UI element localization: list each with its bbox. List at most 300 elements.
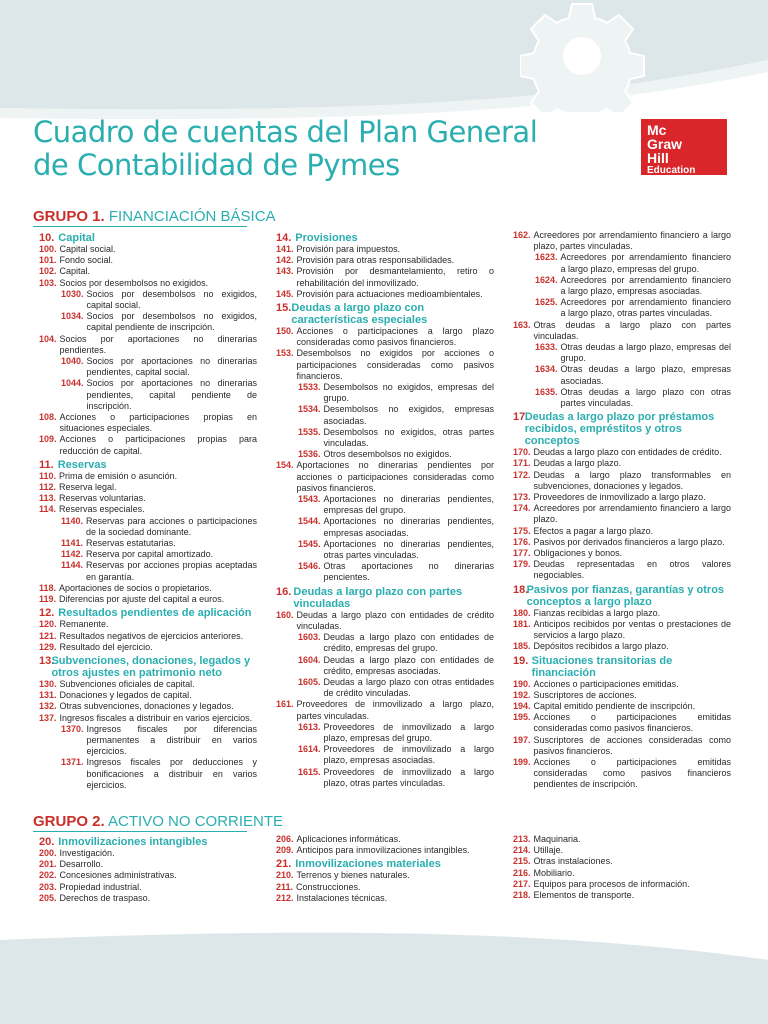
- account-label: Acreedores por arrendamiento financiero a largo plazo, empresas del grupo.: [560, 252, 731, 274]
- subaccount-item: [276, 677, 494, 699]
- column-4: [39, 834, 257, 904]
- subaccount-item: [276, 494, 494, 516]
- account-label: Socios por aportaciones no dinerarias pendientes, capital social.: [86, 356, 257, 378]
- account-code: 201.: [39, 859, 57, 870]
- account-code: 202.: [39, 870, 57, 881]
- account-code: 192.: [513, 689, 531, 700]
- account-code: 101.: [39, 255, 57, 266]
- account-item: [276, 460, 494, 494]
- account-label: Desembolsos no exigidos, otras partes vinculadas.: [323, 426, 494, 449]
- section-heading: [276, 586, 494, 610]
- account-item: [276, 845, 494, 856]
- account-item: [39, 334, 257, 356]
- account-code: 1625.: [535, 297, 558, 308]
- subaccount-item: [276, 539, 494, 561]
- group-1-heading: [33, 208, 276, 225]
- account-code: 100.: [39, 244, 57, 254]
- account-code: 10.: [39, 232, 55, 244]
- account-code: 176.: [513, 536, 531, 547]
- account-label: Socios por desembolsos no exigidos, capital social.: [86, 288, 257, 311]
- account-item: [513, 879, 731, 890]
- logo-line-4: Education: [647, 165, 696, 176]
- publisher-logo: [641, 119, 727, 175]
- account-item: [39, 690, 257, 701]
- account-label: Acreedores por arrendamiento financiero a largo plazo.: [533, 503, 731, 525]
- account-code: 110.: [39, 470, 57, 481]
- account-label: Ingresos fiscales por deducciones y bonificaciones a distribuir en varios ejercicios.: [86, 757, 257, 790]
- account-item: [513, 856, 731, 867]
- account-item: [39, 244, 257, 255]
- account-item: [513, 503, 731, 525]
- account-code: 216.: [513, 867, 531, 878]
- account-label: Depósitos recibidos a largo plazo.: [533, 641, 669, 652]
- account-label: Deudas a largo plazo con entidades de crédito.: [533, 447, 722, 458]
- group-name: FINANCIACIÓN BÁSICA: [108, 208, 276, 225]
- account-label: Provisión para actuaciones medioambientales.: [296, 288, 483, 299]
- account-code: 1614.: [298, 744, 321, 755]
- account-label: Ingresos fiscales por diferencias permanentes a distribuir en varios ejercicios.: [86, 723, 257, 757]
- account-label: Reservas para acciones o participaciones de la sociedad dominante.: [86, 515, 257, 537]
- account-label: Elementos de transporte.: [533, 890, 635, 901]
- group-name: ACTIVO NO CORRIENTE: [108, 813, 284, 830]
- account-code: 104.: [39, 333, 57, 344]
- account-item: [276, 255, 494, 266]
- account-code: 211.: [276, 881, 294, 892]
- account-item: [39, 631, 257, 642]
- account-label: Remanente.: [59, 619, 109, 630]
- account-item: [276, 244, 494, 255]
- account-label: Acciones o participaciones propias en situaciones especiales.: [59, 412, 257, 434]
- account-label: Acciones o participaciones propias para reducción de capital.: [59, 434, 257, 456]
- account-label: Deudas a largo plazo con características especiales: [291, 302, 428, 327]
- column-6: [513, 834, 731, 901]
- account-label: Acreedores por arrendamiento financiero a largo plazo, otras partes vinculadas.: [560, 297, 731, 319]
- account-code: 1142.: [61, 549, 84, 560]
- subaccount-item: [276, 655, 494, 677]
- account-item: [513, 834, 731, 845]
- account-code: 1603.: [298, 632, 321, 643]
- account-item: [513, 608, 731, 619]
- subaccount-item: [276, 632, 494, 654]
- account-label: Socios por aportaciones no dinerarias pendientes, capital pendiente de inscripción.: [86, 378, 257, 411]
- account-code: 1635.: [535, 386, 558, 397]
- account-code: 197.: [513, 734, 531, 745]
- subaccount-item: [276, 449, 494, 460]
- account-label: Investigación.: [59, 848, 115, 858]
- account-code: 210.: [276, 870, 294, 881]
- account-label: Acciones o participaciones emitidas.: [533, 678, 679, 689]
- account-item: [513, 735, 731, 757]
- account-label: Resultados pendientes de aplicación: [58, 607, 252, 620]
- account-code: 173.: [513, 492, 531, 503]
- subaccount-item: [39, 724, 257, 758]
- account-item: [513, 458, 731, 469]
- account-item: [39, 278, 257, 289]
- account-item: [39, 482, 257, 493]
- account-label: Desembolsos no exigidos por acciones o participaciones consideradas como pasivos financieros.: [296, 348, 494, 381]
- title-line-2: de Contabilidad de Pymes: [33, 148, 400, 182]
- subaccount-item: [276, 767, 494, 789]
- account-code: 177.: [513, 548, 531, 559]
- account-code: 1633.: [535, 342, 558, 353]
- account-code: 171.: [513, 458, 531, 469]
- section-heading: [39, 459, 257, 471]
- account-code: 1040.: [61, 356, 84, 367]
- account-code: 21.: [276, 858, 292, 871]
- logo-line-2: Graw: [647, 136, 683, 152]
- account-code: 19.: [513, 654, 529, 667]
- account-label: Otras aportaciones no dinerarias pencientes.: [323, 561, 494, 583]
- account-item: [513, 320, 731, 342]
- subaccount-item: [276, 516, 494, 538]
- account-label: Derechos de traspaso.: [59, 892, 151, 903]
- account-label: Concesiones administrativas.: [59, 870, 177, 881]
- account-code: 161.: [276, 699, 294, 710]
- account-label: Aportaciones no dinerarias pendientes, empresas del grupo.: [323, 494, 494, 516]
- logo-line-3: Hill: [647, 150, 669, 166]
- account-code: 103.: [39, 277, 57, 288]
- account-code: 212.: [276, 892, 294, 903]
- account-code: 109.: [39, 434, 57, 445]
- account-item: [276, 266, 494, 288]
- account-label: Subvenciones, donaciones, legados y otros ajustes en patrimonio neto: [51, 654, 251, 679]
- account-label: Aplicaciones informáticas.: [296, 834, 401, 844]
- account-item: [276, 610, 494, 632]
- subaccount-item: [513, 364, 731, 386]
- account-code: 129.: [39, 641, 57, 652]
- account-label: Subvenciones oficiales de capital.: [59, 678, 195, 689]
- account-code: 14.: [276, 232, 292, 244]
- account-label: Anticipos recibidos por ventas o prestaciones de servicios a largo plazo.: [533, 618, 731, 641]
- subaccount-item: [39, 289, 257, 311]
- account-label: Capital social.: [59, 244, 116, 254]
- account-code: 214.: [513, 845, 531, 856]
- account-label: Deudas a largo plazo con partes vinculadas: [293, 585, 463, 610]
- account-code: 1144.: [61, 560, 84, 571]
- account-label: Construcciones.: [296, 881, 361, 892]
- subaccount-item: [513, 275, 731, 297]
- subaccount-item: [513, 387, 731, 409]
- account-label: Deudas a largo plazo con otras entidades de crédito vinculadas.: [323, 676, 494, 699]
- account-item: [276, 893, 494, 904]
- subaccount-item: [276, 427, 494, 449]
- account-label: Deudas a largo plazo con entidades de crédito, empresas asociadas.: [323, 654, 494, 676]
- account-item: [276, 326, 494, 348]
- account-label: Reservas por acciones propias aceptadas en garantía.: [86, 560, 257, 582]
- account-code: 203.: [39, 881, 57, 892]
- account-code: 1371.: [61, 757, 84, 768]
- account-item: [513, 845, 731, 856]
- account-item: [39, 619, 257, 630]
- account-code: 108.: [39, 412, 57, 423]
- subaccount-item: [276, 744, 494, 766]
- account-code: 17.: [513, 411, 529, 424]
- group-1-rule: [33, 226, 247, 227]
- account-label: Socios por desembolsos no exigidos.: [59, 277, 209, 288]
- account-code: 1604.: [298, 654, 321, 665]
- account-label: Otras deudas a largo plazo, empresas asociadas.: [560, 364, 731, 386]
- subaccount-item: [39, 516, 257, 538]
- account-item: [39, 434, 257, 456]
- account-label: Mobiliario.: [533, 867, 575, 878]
- account-label: Aportaciones no dinerarias pendientes, empresas asociadas.: [323, 516, 494, 538]
- account-label: Proveedores de inmovilizado a largo plazo, empresas asociadas.: [323, 744, 494, 766]
- account-code: 20.: [39, 836, 55, 848]
- subaccount-item: [39, 560, 257, 582]
- account-label: Desembolsos no exigidos, empresas del grupo.: [323, 382, 494, 404]
- account-code: 179.: [513, 559, 531, 570]
- account-label: Otras deudas a largo plazo con otras partes vinculadas.: [560, 386, 731, 409]
- account-code: 195.: [513, 712, 531, 723]
- account-item: [39, 504, 257, 515]
- account-label: Otras instalaciones.: [533, 856, 613, 867]
- section-heading: [276, 858, 494, 870]
- account-item: [513, 712, 731, 734]
- account-label: Reservas estatutarias.: [86, 538, 176, 549]
- account-item: [39, 882, 257, 893]
- subaccount-item: [39, 356, 257, 378]
- account-code: 143.: [276, 266, 294, 277]
- account-label: Ingresos fiscales a distribuir en varios ejercicios.: [59, 712, 253, 723]
- account-code: 114.: [39, 504, 57, 515]
- account-label: Diferencias por ajuste del capital a euros.: [59, 594, 225, 605]
- account-label: Inmovilizaciones materiales: [295, 858, 441, 871]
- account-item: [39, 583, 257, 594]
- account-label: Proveedores de inmovilizado a largo plazo, otras partes vinculadas.: [323, 766, 494, 788]
- gear-icon: [520, 0, 645, 112]
- account-label: Deudas representadas en otros valores negociables.: [533, 559, 731, 581]
- account-code: 132.: [39, 701, 57, 712]
- section-heading: [39, 607, 257, 619]
- account-code: 1370.: [61, 723, 84, 734]
- account-label: Prima de emisión o asunción.: [59, 470, 178, 481]
- account-label: Acreedores por arrendamiento financiero a largo plazo, partes vinculadas.: [533, 230, 731, 252]
- account-label: Acreedores por arrendamiento financiero a largo plazo, empresas asociadas.: [560, 274, 731, 297]
- account-code: 113.: [39, 493, 57, 504]
- subaccount-item: [276, 382, 494, 404]
- account-code: 112.: [39, 482, 57, 493]
- account-label: Resultado del ejercicio.: [59, 641, 153, 652]
- account-item: [513, 526, 731, 537]
- account-code: 1535.: [298, 426, 321, 437]
- account-item: [39, 701, 257, 712]
- section-heading: [39, 655, 257, 679]
- account-code: 1034.: [61, 311, 84, 322]
- footer-wave-band: [0, 930, 768, 1024]
- column-5: [276, 834, 494, 904]
- account-label: Deudas a largo plazo con entidades de crédito vinculadas.: [296, 609, 494, 631]
- account-code: 1534.: [298, 404, 321, 415]
- account-label: Capital emitido pendiente de inscripción.: [533, 700, 696, 711]
- account-item: [39, 471, 257, 482]
- account-item: [513, 559, 731, 581]
- account-label: Capital.: [59, 266, 91, 277]
- header-wave-band: [0, 0, 768, 120]
- account-item: [513, 230, 731, 252]
- account-code: 1533.: [298, 382, 321, 393]
- account-code: 190.: [513, 678, 531, 689]
- account-label: Provisión por desmantelamiento, retiro o rehabilitación del inmovilizado.: [296, 266, 494, 288]
- account-label: Proveedores de inmovilizado a largo plazo.: [533, 492, 706, 503]
- account-item: [39, 859, 257, 870]
- account-code: 1624.: [535, 274, 558, 285]
- account-label: Provisión para impuestos.: [296, 244, 401, 254]
- section-heading: [39, 836, 257, 848]
- page-title: [33, 116, 633, 182]
- account-code: 170.: [513, 447, 531, 458]
- account-code: 12.: [39, 607, 55, 620]
- section-heading: [513, 584, 731, 608]
- account-code: 118.: [39, 582, 57, 593]
- account-item: [513, 890, 731, 901]
- account-code: 119.: [39, 594, 57, 605]
- section-heading: [513, 411, 731, 447]
- account-label: Desembolsos no exigidos, empresas asociadas.: [323, 404, 494, 426]
- account-item: [39, 713, 257, 724]
- account-item: [39, 679, 257, 690]
- account-label: Socios por aportaciones no dinerarias pendientes.: [59, 333, 257, 355]
- account-code: 1141.: [61, 538, 84, 549]
- account-code: 130.: [39, 678, 57, 689]
- account-code: 215.: [513, 856, 531, 867]
- subaccount-item: [513, 252, 731, 274]
- subaccount-item: [276, 404, 494, 426]
- account-label: Reservas especiales.: [59, 504, 145, 515]
- account-label: Acciones o participaciones emitidas consideradas como pasivos financieros.: [533, 712, 731, 734]
- account-code: 209.: [276, 845, 294, 856]
- account-code: 194.: [513, 700, 531, 711]
- account-code: 172.: [513, 469, 531, 480]
- account-item: [513, 537, 731, 548]
- account-code: 154.: [276, 460, 294, 471]
- account-label: Provisiones: [295, 232, 358, 244]
- account-label: Resultados negativos de ejercicios anteriores.: [59, 630, 244, 641]
- account-label: Otras deudas a largo plazo, empresas del grupo.: [560, 342, 731, 364]
- account-item: [276, 834, 494, 845]
- account-item: [39, 870, 257, 881]
- account-code: 1615.: [298, 766, 321, 777]
- account-item: [39, 255, 257, 266]
- account-label: Reservas: [57, 458, 107, 471]
- account-item: [513, 868, 731, 879]
- account-item: [276, 348, 494, 382]
- account-code: 206.: [276, 834, 294, 844]
- account-code: 199.: [513, 756, 531, 767]
- account-code: 217.: [513, 878, 531, 889]
- subaccount-item: [39, 757, 257, 791]
- title-line-1: Cuadro de cuentas del Plan General: [33, 115, 538, 149]
- account-label: Proveedores de inmovilizado a largo plazo, partes vinculadas.: [296, 699, 494, 721]
- account-code: 150.: [276, 326, 294, 337]
- group-number: GRUPO 2.: [33, 813, 105, 830]
- account-code: 1544.: [298, 516, 321, 527]
- account-item: [39, 642, 257, 653]
- subaccount-item: [39, 311, 257, 333]
- account-code: 1546.: [298, 561, 321, 572]
- account-code: 205.: [39, 892, 57, 903]
- account-code: 1623.: [535, 252, 558, 263]
- account-label: Provisión para otras responsabilidades.: [296, 255, 455, 266]
- account-label: Maquinaria.: [533, 834, 581, 844]
- group-number: GRUPO 1.: [33, 208, 105, 225]
- account-item: [513, 701, 731, 712]
- account-code: 15.: [276, 302, 292, 315]
- account-code: 1044.: [61, 378, 84, 389]
- account-label: Aportaciones no dinerarias pendientes, otras partes vinculadas.: [323, 538, 494, 561]
- account-code: 131.: [39, 690, 57, 701]
- account-code: 1536.: [298, 449, 321, 460]
- account-label: Inmovilizaciones intangibles: [58, 836, 208, 848]
- account-code: 160.: [276, 609, 294, 620]
- account-label: Instalaciones técnicas.: [296, 892, 388, 903]
- account-label: Fianzas recibidas a largo plazo.: [533, 607, 661, 618]
- section-heading: [276, 232, 494, 244]
- account-code: 141.: [276, 244, 294, 254]
- logo-line-1: Mc: [647, 122, 667, 138]
- account-label: Proveedores de inmovilizado a largo plazo, empresas del grupo.: [323, 721, 494, 743]
- account-code: 1605.: [298, 676, 321, 687]
- group-2-rule: [33, 831, 247, 832]
- account-code: 1613.: [298, 721, 321, 732]
- account-label: Equipos para procesos de información.: [533, 878, 690, 889]
- account-label: Otras deudas a largo plazo con partes vinculadas.: [533, 319, 731, 341]
- account-item: [276, 289, 494, 300]
- subaccount-item: [39, 378, 257, 412]
- account-label: Obligaciones y bonos.: [533, 548, 623, 559]
- account-code: 18.: [513, 583, 529, 596]
- account-item: [39, 893, 257, 904]
- account-label: Anticipos para inmovilizaciones intangibles.: [296, 845, 470, 856]
- account-label: Otros desembolsos no exigidos.: [323, 449, 452, 460]
- account-code: 1030.: [61, 288, 84, 299]
- account-label: Socios por desembolsos no exigidos, capital pendiente de inscripción.: [86, 311, 257, 333]
- account-code: 11.: [39, 458, 54, 471]
- section-heading: [513, 655, 731, 679]
- account-item: [39, 594, 257, 605]
- subaccount-item: [276, 722, 494, 744]
- account-label: Acciones o participaciones a largo plazo consideradas como pasivos financieros.: [296, 326, 494, 348]
- subaccount-item: [276, 561, 494, 583]
- account-label: Fondo social.: [59, 255, 114, 266]
- account-item: [513, 470, 731, 492]
- account-item: [513, 641, 731, 652]
- account-label: Efectos a pagar a largo plazo.: [533, 525, 654, 536]
- account-item: [276, 870, 494, 881]
- column-3: [513, 230, 731, 791]
- account-code: 13.: [39, 654, 55, 667]
- account-label: Reservas voluntarias.: [59, 493, 146, 504]
- account-label: Donaciones y legados de capital.: [59, 690, 192, 701]
- account-item: [39, 493, 257, 504]
- account-code: 137.: [39, 712, 57, 723]
- account-code: 120.: [39, 619, 57, 630]
- section-heading: [276, 302, 494, 326]
- account-label: Deudas a largo plazo.: [533, 458, 622, 469]
- account-label: Reserva por capital amortizado.: [86, 549, 214, 560]
- column-2: [276, 230, 494, 789]
- account-item: [513, 690, 731, 701]
- account-item: [513, 548, 731, 559]
- account-code: 162.: [513, 230, 531, 240]
- account-item: [39, 266, 257, 277]
- account-label: Suscriptores de acciones.: [533, 689, 637, 700]
- account-code: 1545.: [298, 538, 321, 549]
- subaccount-item: [513, 297, 731, 319]
- account-label: Desarrollo.: [59, 859, 104, 870]
- account-label: Reserva legal.: [59, 482, 117, 493]
- group-2-heading: [33, 813, 283, 830]
- account-code: 185.: [513, 641, 531, 652]
